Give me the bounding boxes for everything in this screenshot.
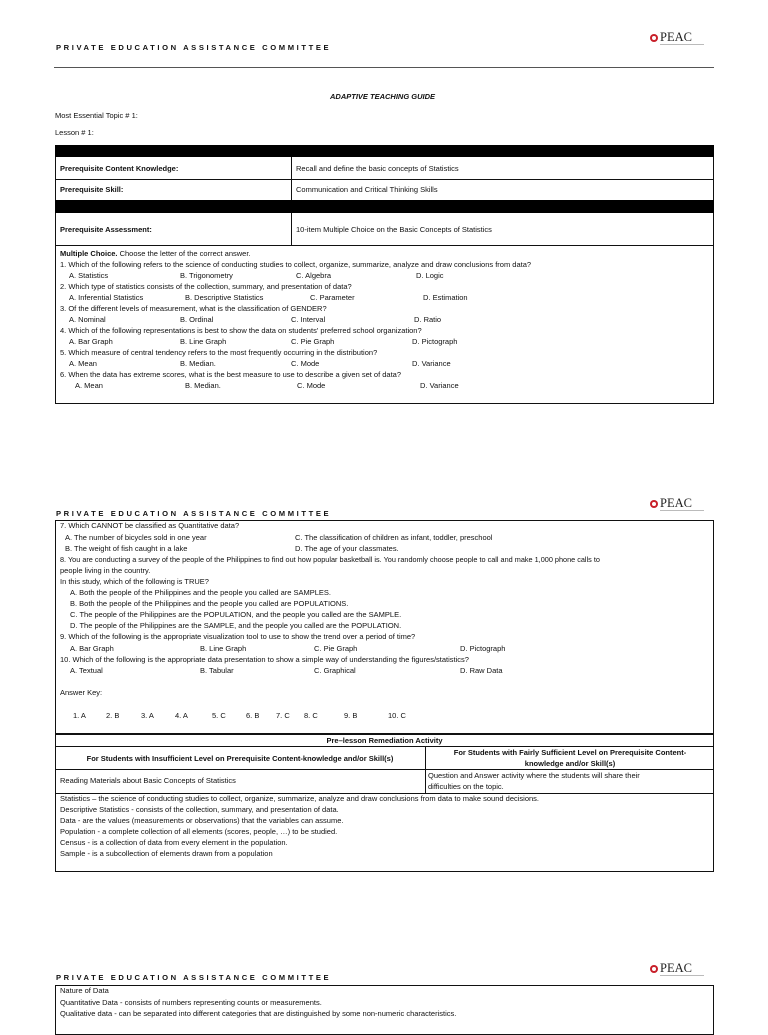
- answer-item: 7. C: [276, 711, 290, 720]
- question-6: 6. When the data has extreme scores, what is the best measure to use to describe a given set of data?: [60, 370, 402, 379]
- answer-key-label: Answer Key:: [60, 688, 103, 697]
- topic-label: Most Essential Topic # 1:: [55, 111, 138, 120]
- cell-sufficient-2: difficulties on the topic.: [428, 782, 504, 791]
- option: B. Ordinal: [180, 315, 214, 324]
- option: A. Textual: [70, 666, 103, 675]
- answer-item: 10. C: [388, 711, 406, 720]
- option: B. Both the people of the Philippines and the people you called are POPULATIONS.: [70, 599, 349, 608]
- peac-logo-icon: [650, 33, 659, 42]
- option: A. Mean: [69, 359, 97, 368]
- answer-item: 8. C: [304, 711, 318, 720]
- lesson-label: Lesson # 1:: [55, 128, 94, 137]
- option: A. Both the people of the Philippines and the people you called are SAMPLES.: [70, 588, 332, 597]
- question-1: 1. Which of the following refers to the science of conducting studies to collect, organize, summarize, analyze and draw conclusions from data?: [60, 260, 532, 269]
- quantitative-definition: Quantitative Data - consists of numbers representing counts or measurements.: [60, 998, 322, 1007]
- peac-logo-text: PEAC: [660, 30, 692, 44]
- question-8-cont: people living in the country.: [60, 566, 151, 575]
- option: C. Interval: [291, 315, 326, 324]
- answer-item: 9. B: [344, 711, 358, 720]
- remediation-title: Pre–lesson Remediation Activity: [326, 736, 443, 745]
- row-assessment-label: Prerequisite Assessment:: [60, 225, 152, 234]
- peac-logo-icon: [650, 964, 659, 973]
- answer-item: 6. B: [246, 711, 260, 720]
- option: B. Median.: [180, 359, 216, 368]
- committee-header: PRIVATE EDUCATION ASSISTANCE COMMITTEE: [56, 509, 332, 518]
- question-8: 8. You are conducting a survey of the people of the Philippines to find out how popular basketball is. You randomly choose people to call and make 1,000 phone calls to: [60, 555, 600, 564]
- committee-header: PRIVATE EDUCATION ASSISTANCE COMMITTEE: [56, 973, 332, 982]
- peac-logo-text: PEAC: [660, 496, 692, 510]
- option: A. Bar Graph: [69, 337, 113, 346]
- peac-logo: [650, 961, 692, 976]
- option: D. Raw Data: [460, 666, 503, 675]
- row-skill-value: Communication and Critical Thinking Skills: [296, 185, 438, 194]
- option: B. Median.: [185, 381, 221, 390]
- option: D. Estimation: [423, 293, 468, 302]
- answer-item: 3. A: [141, 711, 154, 720]
- option: D. Variance: [412, 359, 451, 368]
- option: C. Mode: [297, 381, 326, 390]
- column-sufficient-header-1: For Students with Fairly Sufficient Level on Prerequisite Content-: [453, 748, 687, 757]
- table-black-bar-top: [55, 145, 714, 157]
- option: B. Descriptive Statistics: [185, 293, 264, 302]
- committee-header: PRIVATE EDUCATION ASSISTANCE COMMITTEE: [56, 43, 332, 52]
- mc-instruction: Choose the letter of the correct answer.: [117, 249, 251, 258]
- row-content-knowledge-label: Prerequisite Content Knowledge:: [60, 164, 179, 173]
- answer-item: 5. C: [212, 711, 226, 720]
- question-8-prompt: In this study, which of the following is TRUE?: [60, 577, 209, 586]
- question-10: 10. Which of the following is the appropriate data presentation to show a simple way of understanding the figures/statistics?: [60, 655, 469, 664]
- question-7: 7. Which CANNOT be classified as Quantitative data?: [60, 521, 240, 530]
- option: D. Variance: [420, 381, 459, 390]
- question-9: 9. Which of the following is the appropriate visualization tool to use to show the trend over a period of time?: [60, 632, 416, 641]
- option: B. Trigonometry: [180, 271, 233, 280]
- column-insufficient-header: For Students with Insufficient Level on Prerequisite Content-knowledge and/or Skill(s): [86, 754, 394, 763]
- peac-logo: [650, 30, 692, 45]
- peac-logo: [650, 496, 692, 511]
- peac-logo-text: PEAC: [660, 961, 692, 975]
- option: B. The weight of fish caught in a lake: [65, 544, 188, 553]
- row-skill-label: Prerequisite Skill:: [60, 185, 124, 194]
- option: C. The people of the Philippines are the POPULATION, and the people you called are the SAMPLE.: [70, 610, 402, 619]
- question-5: 5. Which measure of central tendency refers to the most frequently occurring in the distribution?: [60, 348, 378, 357]
- nature-of-data-heading: Nature of Data: [60, 986, 109, 995]
- option: D. Pictograph: [460, 644, 506, 653]
- definition-data: Data - are the values (measurements or observations) that the variables can assume.: [60, 816, 344, 825]
- definition-descriptive: Descriptive Statistics - consists of the collection, summary, and presentation of data.: [60, 805, 339, 814]
- cell-insufficient: Reading Materials about Basic Concepts of Statistics: [60, 776, 236, 785]
- mc-heading: Multiple Choice.: [60, 249, 118, 258]
- definition-census: Census - is a collection of data from every element in the population.: [60, 838, 288, 847]
- cell-sufficient-1: Question and Answer activity where the students will share their: [428, 771, 640, 780]
- guide-title: ADAPTIVE TEACHING GUIDE: [330, 92, 436, 101]
- option: D. Pictograph: [412, 337, 458, 346]
- answer-item: 1. A: [73, 711, 86, 720]
- definition-sample: Sample - is a subcollection of elements drawn from a population: [60, 849, 273, 858]
- option: C. The classification of children as infant, toddler, preschool: [295, 533, 493, 542]
- option: D. Ratio: [414, 315, 442, 324]
- option: C. Algebra: [296, 271, 332, 280]
- option: C. Graphical: [314, 666, 356, 675]
- row-assessment-value: 10-item Multiple Choice on the Basic Concepts of Statistics: [296, 225, 492, 234]
- option: D. The age of your classmates.: [295, 544, 399, 553]
- answer-item: 2. B: [106, 711, 120, 720]
- option: B. Tabular: [200, 666, 234, 675]
- option: A. The number of bicycles sold in one year: [65, 533, 207, 542]
- question-4: 4. Which of the following representations is best to show the data on students' preferred school organization?: [60, 326, 422, 335]
- peac-logo-icon: [650, 499, 659, 508]
- option: D. Logic: [416, 271, 444, 280]
- option: A. Bar Graph: [70, 644, 114, 653]
- definition-population: Population - a complete collection of all elements (scores, people, …) to be studied.: [60, 827, 338, 836]
- header-rule: [54, 67, 714, 68]
- question-3: 3. Of the different levels of measurement, what is the classification of GENDER?: [60, 304, 327, 313]
- option: A. Mean: [75, 381, 103, 390]
- option: C. Pie Graph: [291, 337, 335, 346]
- answer-item: 4. A: [175, 711, 188, 720]
- option: C. Mode: [291, 359, 320, 368]
- option: A. Nominal: [69, 315, 106, 324]
- column-sufficient-header-2: knowledge and/or Skill(s): [524, 759, 616, 768]
- table-black-bar-mid: [55, 200, 714, 213]
- qualitative-definition: Qualitative data - can be separated into different categories that are distinguished by some non-numeric characteristics.: [60, 1009, 457, 1018]
- definition-statistics: Statistics – the science of conducting studies to collect, organize, summarize, analyze and draw conclusions from data to make sound decisions.: [60, 794, 539, 803]
- option: B. Line Graph: [200, 644, 247, 653]
- option: D. The people of the Philippines are the SAMPLE, and the people you called are the POPULATION.: [70, 621, 402, 630]
- mc-instructions: [60, 248, 251, 259]
- option: A. Statistics: [69, 271, 109, 280]
- question-2: 2. Which type of statistics consists of the collection, summary, and presentation of data?: [60, 282, 352, 291]
- option: C. Pie Graph: [314, 644, 358, 653]
- option: C. Parameter: [310, 293, 355, 302]
- option: B. Line Graph: [180, 337, 227, 346]
- row-content-knowledge-value: Recall and define the basic concepts of Statistics: [296, 164, 459, 173]
- option: A. Inferential Statistics: [69, 293, 144, 302]
